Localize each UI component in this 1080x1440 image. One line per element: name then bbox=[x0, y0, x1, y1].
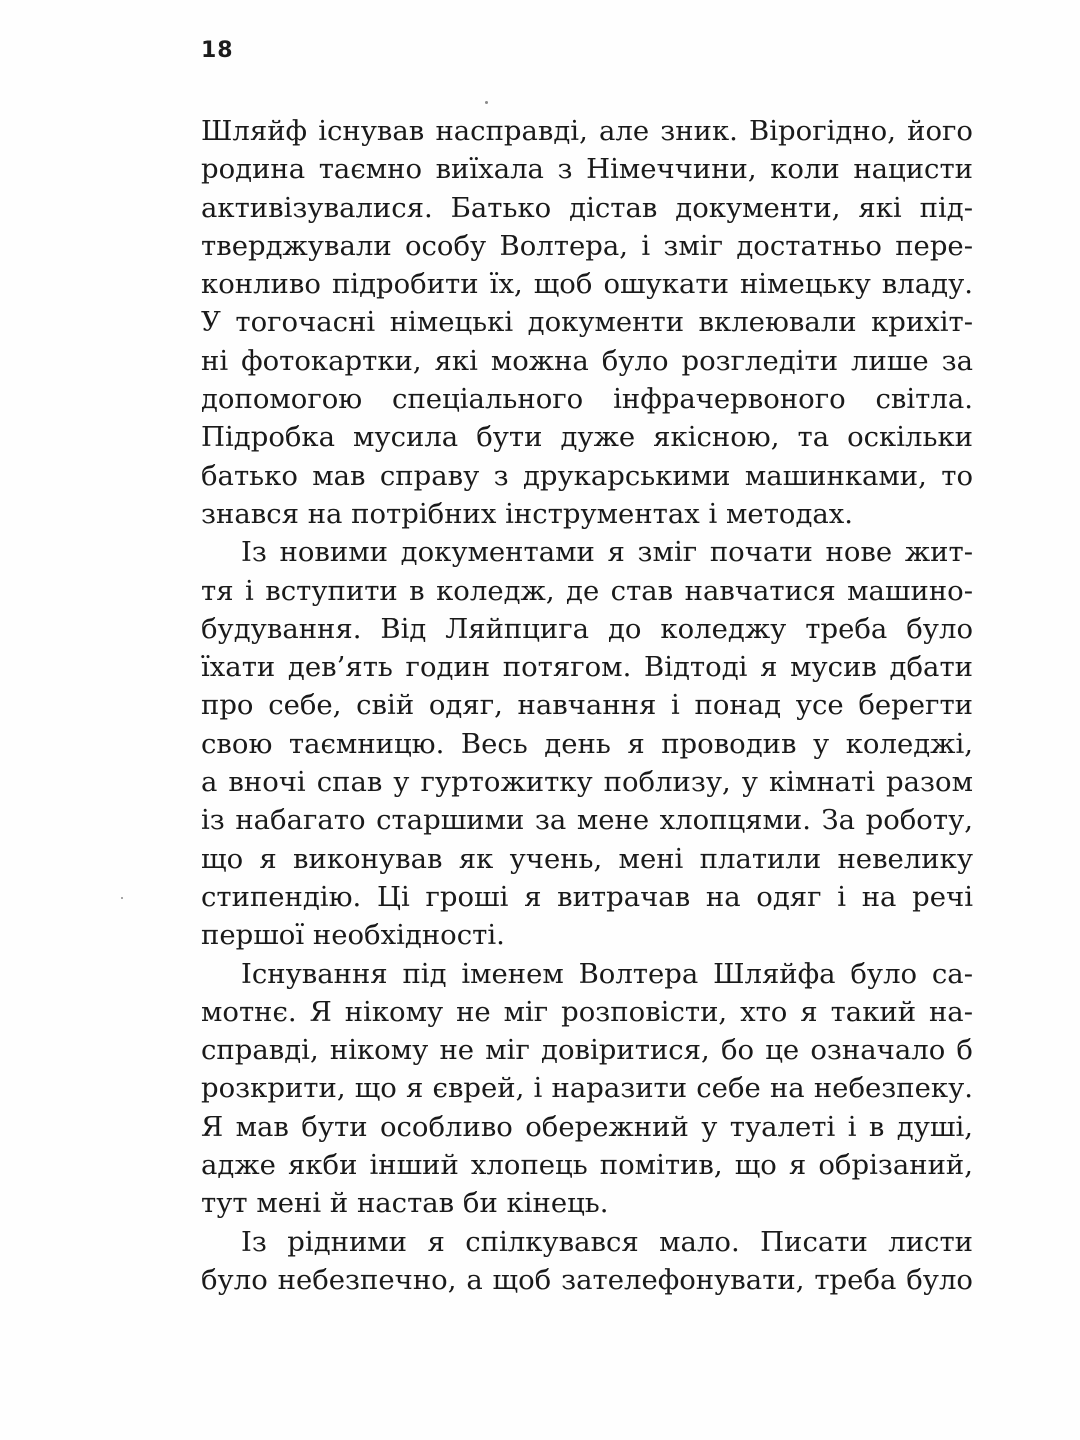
text-line: розкрити, що я єврей, і наразити себе на небезпеку. bbox=[201, 1072, 973, 1105]
page-number: 18 bbox=[201, 38, 234, 63]
text-line: було небезпечно, а щоб зателефонувати, треба було bbox=[201, 1263, 973, 1296]
text-line: конливо підробити їх, щоб ошукати німецьку владу. bbox=[201, 268, 973, 301]
text-line: першої необхідності. bbox=[201, 919, 505, 952]
text-line: знався на потрібних інструментах і методах. bbox=[201, 497, 854, 530]
text-line: свою таємницю. Весь день я проводив у коледжі, bbox=[201, 727, 973, 760]
paragraph bbox=[201, 112, 973, 533]
text-line: Підробка мусила бути дуже якісною, та оскільки bbox=[201, 421, 973, 454]
text-line: що я виконував як учень, мені платили невелику bbox=[201, 842, 973, 875]
text-line: стипендію. Ці гроші я витрачав на одяг і на речі bbox=[201, 880, 973, 913]
paragraph bbox=[201, 955, 973, 1223]
text-line: Шляйф існував насправді, але зник. Вірогідно, його bbox=[201, 115, 973, 147]
text-line: Із рідними я спілкувався мало. Писати листи bbox=[241, 1225, 973, 1258]
text-line: У тогочасні німецькі документи вклеювали крихіт- bbox=[201, 306, 973, 339]
text-line: допомогою спеціального інфрачервоного світла. bbox=[201, 383, 973, 416]
text-line: родина таємно виїхала з Німеччини, коли нацисти bbox=[201, 153, 973, 186]
text-line: про себе, свій одяг, навчання і понад усе берегти bbox=[201, 689, 973, 722]
text-line: Із новими документами я зміг почати нове жит- bbox=[241, 536, 973, 569]
text-line: тя і вступити в коледж, де став навчатися машино- bbox=[201, 574, 973, 607]
body-text bbox=[201, 112, 973, 1299]
text-line: тут мені й настав би кінець. bbox=[201, 1187, 609, 1220]
text-line: Я мав бути особливо обережний у туалеті і в душі, bbox=[201, 1110, 973, 1143]
text-line: активізувалися. Батько дістав документи, які під- bbox=[201, 191, 973, 224]
text-line: їхати дев’ять годин потягом. Відтоді я мусив дбати bbox=[201, 651, 973, 684]
paragraph bbox=[201, 533, 973, 954]
text-line: мотнє. Я нікому не міг розповісти, хто я такий на- bbox=[201, 995, 973, 1028]
text-line: батько мав справу з друкарськими машинками, то bbox=[201, 459, 973, 492]
text-line: будування. Від Ляйпцига до коледжу треба було bbox=[201, 612, 973, 645]
text-line: із набагато старшими за мене хлопцями. За роботу, bbox=[201, 804, 973, 837]
text-line: тверджували особу Волтера, і зміг достатньо пере- bbox=[201, 229, 973, 262]
paragraph bbox=[201, 1223, 973, 1300]
paper-speck bbox=[121, 897, 123, 899]
text-line: а вночі спав у гуртожитку поблизу, у кімнаті разом bbox=[201, 766, 973, 799]
paper-speck bbox=[485, 101, 488, 104]
text-line: адже якби інший хлопець помітив, що я обрізаний, bbox=[201, 1149, 973, 1182]
text-line: ні фотокартки, які можна було розгледіти лише за bbox=[201, 344, 973, 377]
text-line: справді, нікому не міг довіритися, бо це означало б bbox=[201, 1034, 973, 1067]
text-line: Існування під іменем Волтера Шляйфа було са- bbox=[241, 957, 973, 990]
